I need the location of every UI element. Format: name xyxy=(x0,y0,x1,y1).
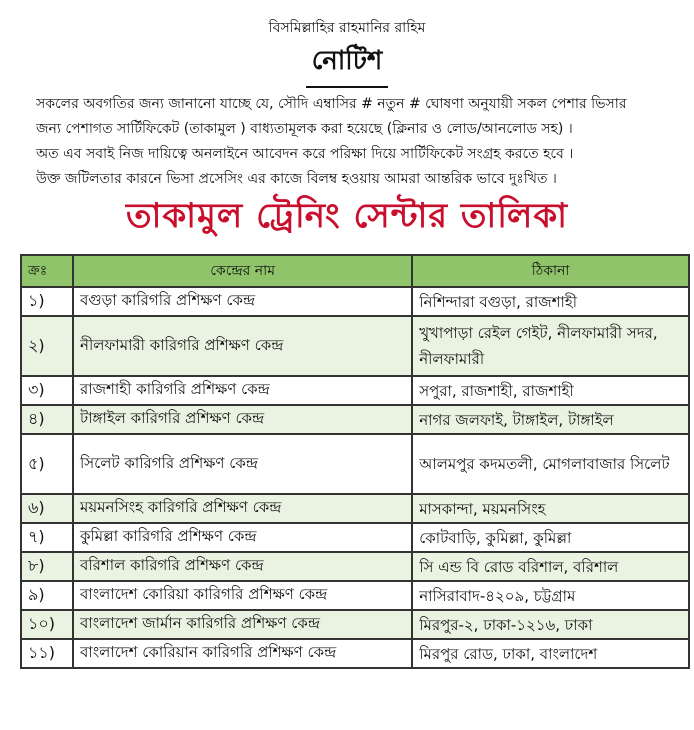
table-row xyxy=(21,316,689,376)
training-center-table xyxy=(20,254,690,669)
table-row xyxy=(21,552,689,581)
table-header-row xyxy=(21,255,689,287)
row-address: মিরপুর-২, ঢাকা-১২১৬, ঢাকা xyxy=(412,610,689,639)
header-center-name: কেন্দ্রের নাম xyxy=(73,255,412,287)
row-serial: ৭) xyxy=(21,523,73,552)
row-serial: ১১) xyxy=(21,639,73,668)
row-address: নাগর জলফাই, টাঙ্গাইল, টাঙ্গাইল xyxy=(412,405,689,434)
row-center-name: সিলেট কারিগরি প্রশিক্ষণ কেন্দ্র xyxy=(73,434,412,494)
row-address: নাসিরাবাদ-৪২০৯, চট্টগ্রাম xyxy=(412,581,689,610)
row-serial: ৮) xyxy=(21,552,73,581)
table-row xyxy=(21,523,689,552)
row-center-name: নীলফামারী কারিগরি প্রশিক্ষণ কেন্দ্র xyxy=(73,316,412,376)
notice-line: জন্য পেশাগত সার্টিফিকেট (তাকামুল ) বাধ্যতামূলক করা হয়েছে (ক্লিনার ও লোড/আনলোড সহ) । xyxy=(36,121,573,137)
row-center-name: বরিশাল কারিগরি প্রশিক্ষণ কেন্দ্র xyxy=(73,552,412,581)
row-serial: ৩) xyxy=(21,376,73,405)
table-row xyxy=(21,434,689,494)
training-center-list-heading: তাকামুল ট্রেনিং সেন্টার তালিকা xyxy=(126,196,568,236)
header-serial: ক্রঃ xyxy=(21,255,73,287)
row-serial: ১০) xyxy=(21,610,73,639)
row-center-name: বাংলাদেশ জার্মান কারিগরি প্রশিক্ষণ কেন্দ্র xyxy=(73,610,412,639)
row-serial: ২) xyxy=(21,316,73,376)
row-center-name: বাংলাদেশ কোরিয়ান কারিগরি প্রশিক্ষণ কেন্দ্র xyxy=(73,639,412,668)
row-address: সি এন্ড বি রোড বরিশাল, বরিশাল xyxy=(412,552,689,581)
row-address: মাসকান্দা, ময়মনসিংহ xyxy=(412,494,689,523)
notice-body xyxy=(36,92,676,192)
notice-title-text: নোটিশ xyxy=(306,40,389,88)
row-serial: ৫) xyxy=(21,434,73,494)
row-address: মিরপুর রোড, ঢাকা, বাংলাদেশ xyxy=(412,639,689,668)
row-center-name: ময়মনসিংহ কারিগরি প্রশিক্ষণ কেন্দ্র xyxy=(73,494,412,523)
notice-line: সকলের অবগতির জন্য জানানো যাচ্ছে যে, সৌদি এম্বাসির # নতুন # ঘোষণা অনুযায়ী সকল পেশার ভিসার xyxy=(36,96,627,112)
row-center-name: রাজশাহী কারিগরি প্রশিক্ষণ কেন্দ্র xyxy=(73,376,412,405)
bismillah-heading: বিসমিল্লাহির রাহমানির রাহিম xyxy=(268,20,426,36)
notice-line: উক্ত জটিলতার কারনে ভিসা প্রসেসিং এর কাজে বিলম্ব হওয়ায় আমরা আন্তরিক ভাবে দুঃখিত । xyxy=(36,171,557,187)
table-row xyxy=(21,405,689,434)
row-address: কোটবাড়ি, কুমিল্লা, কুমিল্লা xyxy=(412,523,689,552)
table-row xyxy=(21,639,689,668)
table-row xyxy=(21,376,689,405)
row-center-name: টাঙ্গাইল কারিগরি প্রশিক্ষণ কেন্দ্র xyxy=(73,405,412,434)
row-serial: ৯) xyxy=(21,581,73,610)
row-serial: ১) xyxy=(21,287,73,316)
row-address: আলমপুর কদমতলী, মোগলাবাজার সিলেট xyxy=(412,434,689,494)
table-row xyxy=(21,287,689,316)
row-address: খুখাপাড়া রেইল গেইট, নীলফামারী সদর, নীলফামারী xyxy=(412,316,689,376)
row-serial: ৬) xyxy=(21,494,73,523)
table-row xyxy=(21,581,689,610)
row-address: সপুরা, রাজশাহী, রাজশাহী xyxy=(412,376,689,405)
header-address: ঠিকানা xyxy=(412,255,689,287)
row-address: নিশিন্দারা বগুড়া, রাজশাহী xyxy=(412,287,689,316)
row-center-name: কুমিল্লা কারিগরি প্রশিক্ষণ কেন্দ্র xyxy=(73,523,412,552)
row-center-name: বগুড়া কারিগরি প্রশিক্ষণ কেন্দ্র xyxy=(73,287,412,316)
notice-title xyxy=(0,40,694,88)
table-row xyxy=(21,494,689,523)
notice-line: অত এব সবাই নিজ দায়িত্বে অনলাইনে আবেদন করে পরিক্ষা দিয়ে সার্টিফিকেট সংগ্রহ করতে হবে । xyxy=(36,146,574,162)
row-center-name: বাংলাদেশ কোরিয়া কারিগরি প্রশিক্ষণ কেন্দ্র xyxy=(73,581,412,610)
row-serial: ৪) xyxy=(21,405,73,434)
table-row xyxy=(21,610,689,639)
